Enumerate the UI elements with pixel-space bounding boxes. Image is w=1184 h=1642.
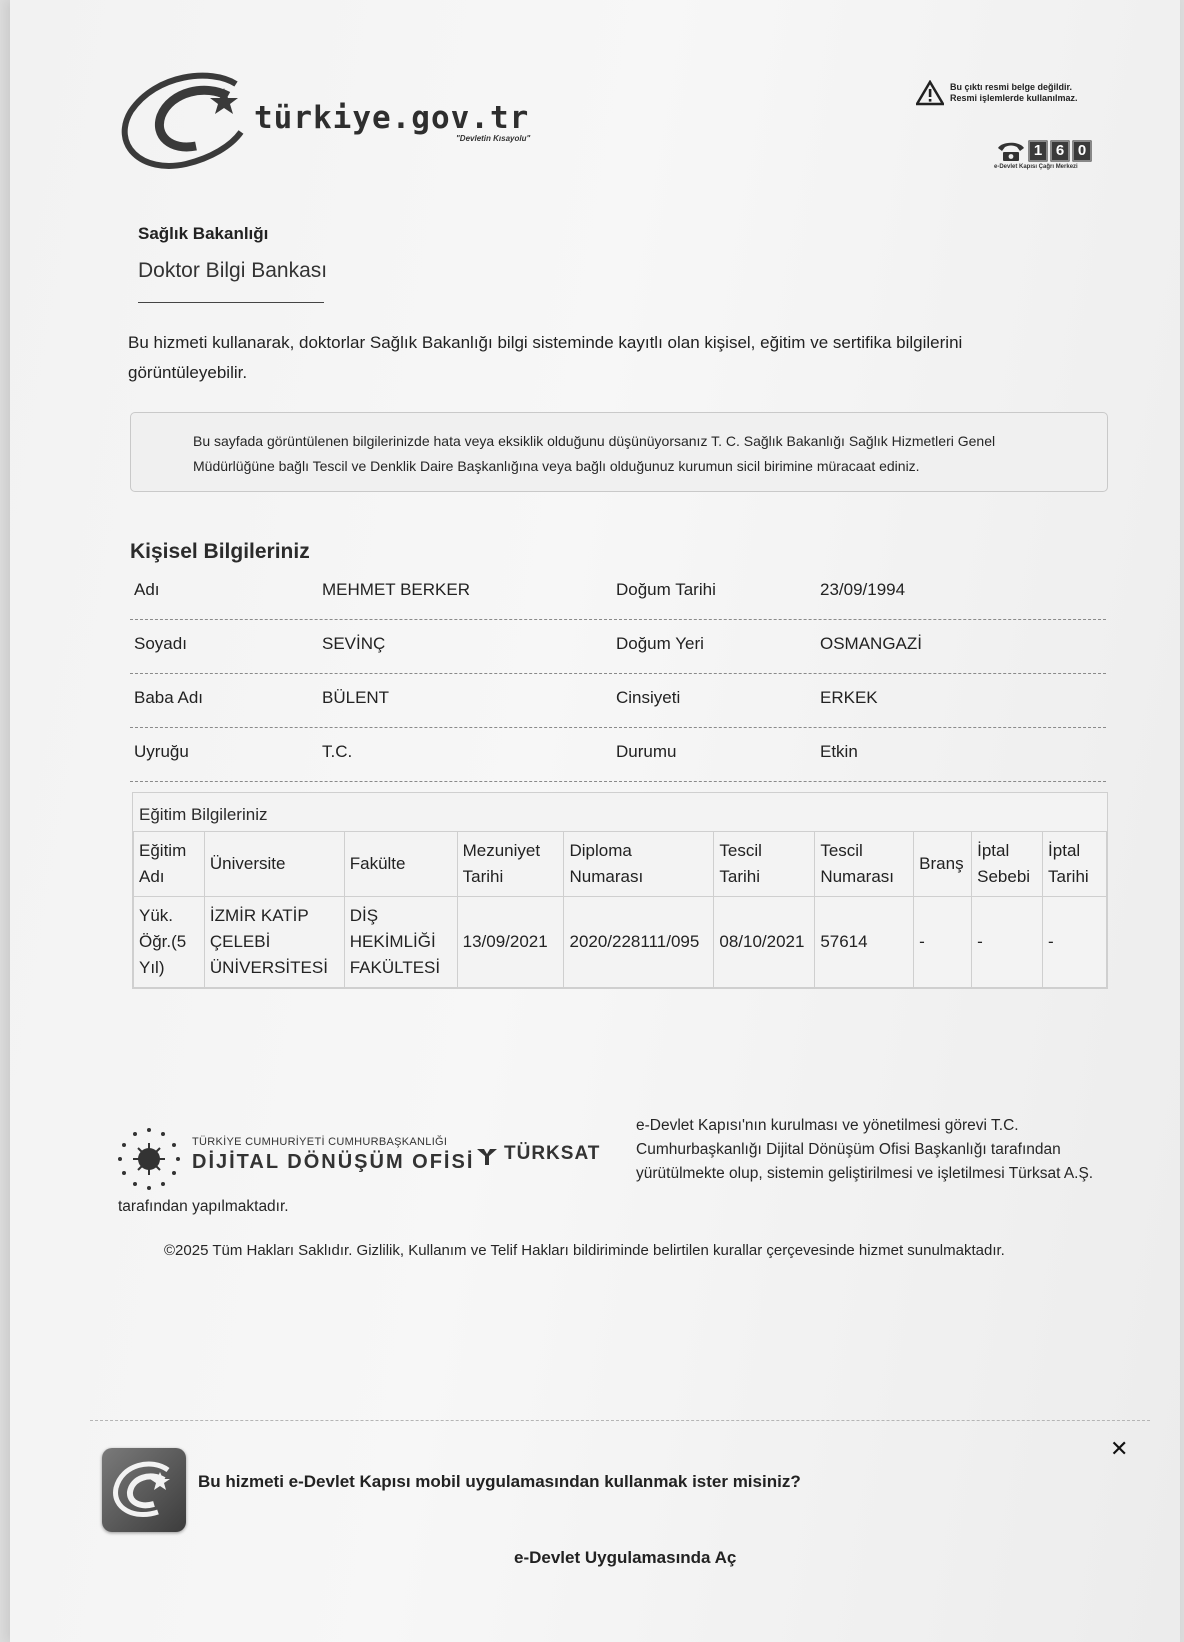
field-value: BÜLENT [322, 688, 390, 707]
education-panel [132, 792, 1108, 989]
table-cell: 08/10/2021 [714, 897, 815, 988]
app-icon[interactable] [102, 1448, 186, 1532]
e-devlet-logo-icon [116, 66, 266, 176]
ddo-name: DİJİTAL DÖNÜŞÜM OFİSİ [192, 1151, 475, 1173]
personal-info-row [130, 566, 1106, 620]
warning-line-1: Bu çıktı resmi belge değildir. [950, 82, 1073, 92]
footer-line: Cumhurbaşkanlığı Dijital Dönüşüm Ofisi Başkanlığı tarafından [636, 1141, 1061, 1158]
e-devlet-app-icon [102, 1448, 186, 1532]
printed-page [10, 0, 1180, 1642]
banner-question: Bu hizmeti e-Devlet Kapısı mobil uygulamasından kullanmak ister misiniz? [198, 1472, 801, 1491]
ddo-org-line: TÜRKİYE CUMHURİYETİ CUMHURBAŞKANLIĞI [192, 1136, 448, 1148]
hotline-digit: 0 [1072, 140, 1092, 162]
field-value: ERKEK [820, 688, 878, 707]
presidential-emblem-icon [116, 1126, 182, 1192]
brand-name: türkiye.gov.tr [254, 100, 530, 136]
hotline-number [1028, 140, 1092, 162]
column-header: İptal Sebebi [972, 832, 1043, 897]
footer-description [636, 1114, 1126, 1186]
footer-line: yürütülmekte olup, sistemin geliştirilmesi ve işletilmesi Türksat A.Ş. [636, 1165, 1094, 1182]
personal-info-row [130, 728, 1106, 782]
field-label: Soyadı [134, 634, 187, 653]
notice-line-1: Bu sayfada görüntülenen bilgilerinizde hata veya eksiklik olduğunu düşünüyorsanız T. C. Sağlık Bakanlığı Sağlık Hizmetleri Genel [193, 433, 996, 449]
open-in-app-button[interactable]: e-Devlet Uygulamasında Aç [514, 1548, 737, 1567]
intro-text [128, 328, 1028, 388]
table-cell: - [972, 897, 1043, 988]
field-label: Baba Adı [134, 688, 204, 707]
column-header: Tescil Numarası [815, 832, 914, 897]
table-cell: - [914, 897, 972, 988]
table-cell: DİŞ HEKİMLİĞİ FAKÜLTESİ [344, 897, 457, 988]
intro-line-2: görüntüleyebilir. [128, 363, 248, 382]
turksat-name: TÜRKSAT [504, 1143, 601, 1164]
intro-line-1: Bu hizmeti kullanarak, doktorlar Sağlık Bakanlığı bilgi sisteminde kayıtlı olan kişisel, eğitim ve sertifika bilgilerini [128, 333, 963, 352]
education-table [133, 831, 1107, 988]
banner-divider [90, 1420, 1150, 1421]
close-icon[interactable]: ✕ [1110, 1436, 1129, 1461]
table-cell: - [1043, 897, 1107, 988]
column-header: Mezuniyet Tarihi [457, 832, 564, 897]
row-divider [130, 781, 1106, 782]
table-cell: Yük. Öğr.(5 Yıl) [134, 897, 205, 988]
field-value: 23/09/1994 [820, 580, 906, 599]
column-header: Fakülte [344, 832, 457, 897]
column-header: Tescil Tarihi [714, 832, 815, 897]
table-cell: 57614 [815, 897, 914, 988]
field-label: Durumu [616, 742, 677, 761]
footer-line: e-Devlet Kapısı'nın kurulması ve yönetilmesi görevi T.C. [636, 1117, 1019, 1134]
education-heading: Eğitim Bilgileriniz [139, 805, 268, 824]
service-title: Doktor Bilgi Bankası [138, 259, 328, 282]
copyright: ©2025 Tüm Hakları Saklıdır. Gizlilik, Kullanım ve Telif Hakları bildiriminde belirtilen kurallar çerçevesinde hizmet sunulmaktadır. [164, 1242, 1005, 1259]
column-header: Eğitim Adı [134, 832, 205, 897]
title-underline [138, 302, 324, 303]
table-cell: İZMİR KATİP ÇELEBİ ÜNİVERSİTESİ [204, 897, 344, 988]
table-cell: 13/09/2021 [457, 897, 564, 988]
phone-icon [996, 140, 1026, 162]
column-header: Branş [914, 832, 972, 897]
notice-text [193, 429, 1053, 479]
personal-info-heading: Kişisel Bilgileriniz [130, 540, 310, 563]
education-header-row [134, 832, 1107, 897]
field-value: T.C. [322, 742, 353, 761]
field-label: Uyruğu [134, 742, 189, 761]
field-label: Cinsiyeti [616, 688, 681, 707]
field-value: OSMANGAZİ [820, 634, 923, 653]
warning-text [950, 82, 1078, 104]
column-header: Diploma Numarası [564, 832, 714, 897]
ministry-name: Sağlık Bakanlığı [138, 224, 269, 243]
footer-tail: tarafından yapılmaktadır. [118, 1198, 289, 1215]
warning-line-2: Resmi işlemlerde kullanılmaz. [950, 93, 1078, 103]
personal-info-row [130, 620, 1106, 674]
brand-slogan: "Devletin Kısayolu" [456, 134, 531, 143]
hotline-digit: 1 [1028, 140, 1048, 162]
field-value: Etkin [820, 742, 858, 761]
notice-box [130, 412, 1108, 492]
field-value: SEVİNÇ [322, 634, 386, 653]
warning-icon [916, 80, 944, 106]
hotline-digit: 6 [1050, 140, 1070, 162]
field-label: Doğum Tarihi [616, 580, 716, 599]
table-row [134, 897, 1107, 988]
field-label: Doğum Yeri [616, 634, 704, 653]
notice-line-2: Müdürlüğüne bağlı Tescil ve Denklik Daire Başkanlığına veya bağlı olduğunuz kurumun sicil birimine müracaat ediniz. [193, 458, 920, 474]
turksat-logo-icon [476, 1146, 498, 1166]
personal-info-row [130, 674, 1106, 728]
field-value: MEHMET BERKER [322, 580, 470, 599]
column-header: Üniversite [204, 832, 344, 897]
field-label: Adı [134, 580, 160, 599]
hotline-caption: e-Devlet Kapısı Çağrı Merkezi [994, 164, 1078, 170]
column-header: İptal Tarihi [1043, 832, 1107, 897]
table-cell: 2020/228111/095 [564, 897, 714, 988]
